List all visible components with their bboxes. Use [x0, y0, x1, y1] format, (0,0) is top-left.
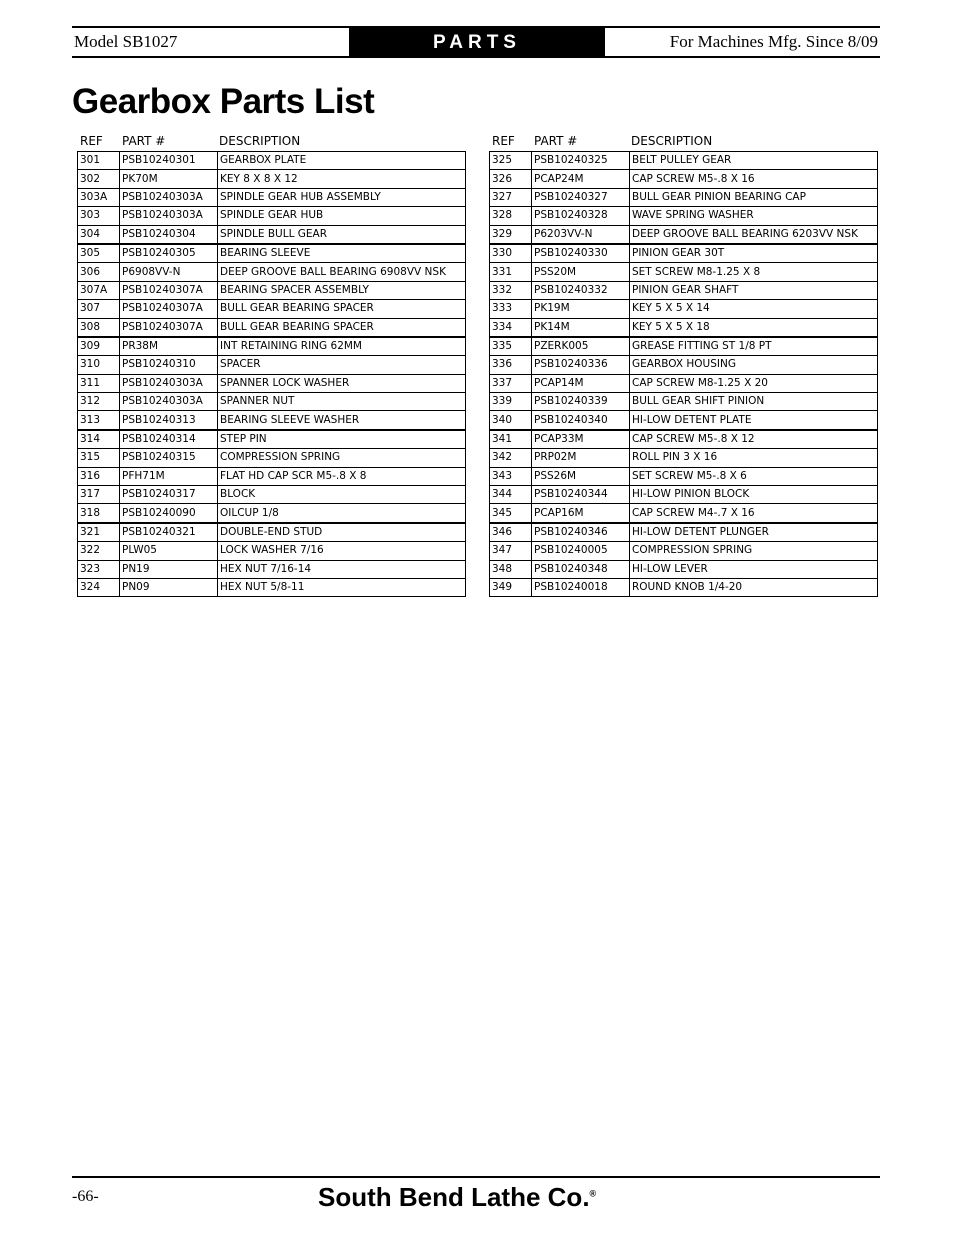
description-cell: DOUBLE-END STUD [218, 523, 466, 542]
ref-header: REF [80, 134, 103, 148]
description-cell: ROLL PIN 3 X 16 [630, 449, 878, 467]
part-number-cell: PSB10240327 [532, 188, 630, 206]
column-headers [489, 132, 878, 151]
table-row [490, 188, 878, 206]
part-number-header: PART # [122, 134, 166, 148]
ref-cell: 318 [78, 504, 120, 523]
table-row [78, 170, 466, 188]
ref-cell: 310 [78, 356, 120, 374]
ref-cell: 343 [490, 467, 532, 485]
part-number-cell: PZERK005 [532, 337, 630, 356]
ref-cell: 336 [490, 356, 532, 374]
description-cell: GEARBOX HOUSING [630, 356, 878, 374]
ref-cell: 302 [78, 170, 120, 188]
table-row [78, 188, 466, 206]
table-row [78, 281, 466, 299]
description-cell: SET SCREW M5-.8 X 6 [630, 467, 878, 485]
ref-cell: 331 [490, 263, 532, 281]
ref-cell: 316 [78, 467, 120, 485]
part-number-cell: PSB10240321 [120, 523, 218, 542]
table-row [78, 449, 466, 467]
part-number-cell: PSB10240346 [532, 523, 630, 542]
ref-header: REF [492, 134, 515, 148]
part-number-cell: PSB10240344 [532, 486, 630, 504]
brand-name: South Bend Lathe Co. [318, 1182, 590, 1212]
part-number-cell: PSB10240303A [120, 188, 218, 206]
table-row [78, 560, 466, 578]
part-number-cell: PSB10240315 [120, 449, 218, 467]
table-row [78, 430, 466, 449]
ref-cell: 334 [490, 318, 532, 337]
description-cell: BEARING SLEEVE [218, 244, 466, 263]
part-number-cell: PSB10240330 [532, 244, 630, 263]
table-row [490, 467, 878, 485]
model-label: Model SB1027 [74, 32, 178, 51]
table-row [78, 207, 466, 225]
table-row [490, 170, 878, 188]
ref-cell: 328 [490, 207, 532, 225]
description-cell: KEY 5 X 5 X 14 [630, 300, 878, 318]
ref-cell: 326 [490, 170, 532, 188]
part-number-cell: PSB10240310 [120, 356, 218, 374]
parts-table-right [489, 151, 878, 597]
description-cell: BULL GEAR BEARING SPACER [218, 318, 466, 337]
description-cell: HEX NUT 7/16-14 [218, 560, 466, 578]
part-number-cell: PN09 [120, 578, 218, 596]
table-row [78, 356, 466, 374]
table-row [490, 411, 878, 430]
description-cell: SPACER [218, 356, 466, 374]
ref-cell: 337 [490, 374, 532, 392]
description-cell: CAP SCREW M4-.7 X 16 [630, 504, 878, 523]
description-cell: WAVE SPRING WASHER [630, 207, 878, 225]
table-row [78, 318, 466, 337]
ref-cell: 329 [490, 225, 532, 244]
ref-cell: 307A [78, 281, 120, 299]
table-row [490, 337, 878, 356]
table-row [78, 337, 466, 356]
part-number-cell: PCAP24M [532, 170, 630, 188]
description-cell: SPINDLE GEAR HUB ASSEMBLY [218, 188, 466, 206]
description-cell: HI-LOW LEVER [630, 560, 878, 578]
part-number-cell: P6203VV-N [532, 225, 630, 244]
part-number-cell: PRP02M [532, 449, 630, 467]
description-cell: BULL GEAR SHIFT PINION [630, 393, 878, 411]
ref-cell: 335 [490, 337, 532, 356]
part-number-cell: PSB10240303A [120, 207, 218, 225]
part-number-cell: PSB10240303A [120, 374, 218, 392]
part-number-cell: PSB10240340 [532, 411, 630, 430]
page-footer [72, 1176, 880, 1218]
table-row [490, 578, 878, 596]
part-number-cell: PLW05 [120, 542, 218, 560]
description-cell: BULL GEAR BEARING SPACER [218, 300, 466, 318]
description-cell: LOCK WASHER 7/16 [218, 542, 466, 560]
description-cell: PINION GEAR 30T [630, 244, 878, 263]
part-number-cell: PSB10240336 [532, 356, 630, 374]
part-number-cell: PSB10240332 [532, 281, 630, 299]
table-row [490, 560, 878, 578]
part-number-cell: PSB10240303A [120, 393, 218, 411]
ref-cell: 346 [490, 523, 532, 542]
page-title: Gearbox Parts List [72, 82, 375, 121]
table-row [490, 486, 878, 504]
description-cell: CAP SCREW M8-1.25 X 20 [630, 374, 878, 392]
description-cell: SPINDLE GEAR HUB [218, 207, 466, 225]
description-cell: SPINDLE BULL GEAR [218, 225, 466, 244]
ref-cell: 312 [78, 393, 120, 411]
ref-cell: 308 [78, 318, 120, 337]
page-number: -66- [72, 1188, 99, 1205]
description-cell: BEARING SLEEVE WASHER [218, 411, 466, 430]
description-cell: KEY 8 X 8 X 12 [218, 170, 466, 188]
table-row [490, 207, 878, 225]
description-cell: FLAT HD CAP SCR M5-.8 X 8 [218, 467, 466, 485]
parts-list-right [489, 132, 878, 597]
description-cell: ROUND KNOB 1/4-20 [630, 578, 878, 596]
part-number-cell: PSB10240305 [120, 244, 218, 263]
table-row [78, 152, 466, 170]
ref-cell: 304 [78, 225, 120, 244]
description-cell: HEX NUT 5/8-11 [218, 578, 466, 596]
description-cell: SPANNER NUT [218, 393, 466, 411]
description-cell: DEEP GROOVE BALL BEARING 6908VV NSK [218, 263, 466, 281]
description-cell: INT RETAINING RING 62MM [218, 337, 466, 356]
description-cell: BELT PULLEY GEAR [630, 152, 878, 170]
ref-cell: 339 [490, 393, 532, 411]
part-number-cell: PSS20M [532, 263, 630, 281]
page-header [72, 26, 880, 58]
ref-cell: 330 [490, 244, 532, 263]
ref-cell: 323 [78, 560, 120, 578]
part-number-cell: PSB10240325 [532, 152, 630, 170]
description-cell: OILCUP 1/8 [218, 504, 466, 523]
part-number-cell: PCAP14M [532, 374, 630, 392]
description-cell: STEP PIN [218, 430, 466, 449]
description-cell: BEARING SPACER ASSEMBLY [218, 281, 466, 299]
ref-cell: 345 [490, 504, 532, 523]
part-number-cell: PSB10240328 [532, 207, 630, 225]
table-row [490, 225, 878, 244]
ref-cell: 307 [78, 300, 120, 318]
ref-cell: 341 [490, 430, 532, 449]
registered-mark: ® [589, 1188, 597, 1199]
part-number-cell: PSS26M [532, 467, 630, 485]
ref-cell: 305 [78, 244, 120, 263]
ref-cell: 347 [490, 542, 532, 560]
table-row [78, 263, 466, 281]
table-row [490, 300, 878, 318]
ref-cell: 332 [490, 281, 532, 299]
description-cell: BULL GEAR PINION BEARING CAP [630, 188, 878, 206]
description-cell: GEARBOX PLATE [218, 152, 466, 170]
table-row [78, 542, 466, 560]
ref-cell: 303 [78, 207, 120, 225]
description-header: DESCRIPTION [631, 134, 713, 148]
part-number-cell: PCAP16M [532, 504, 630, 523]
ref-cell: 325 [490, 152, 532, 170]
ref-cell: 333 [490, 300, 532, 318]
part-number-cell: PSB10240018 [532, 578, 630, 596]
part-number-cell: PCAP33M [532, 430, 630, 449]
table-row [490, 318, 878, 337]
part-number-cell: PSB10240307A [120, 281, 218, 299]
table-row [78, 523, 466, 542]
part-number-cell: PR38M [120, 337, 218, 356]
section-banner: PARTS [349, 28, 605, 56]
ref-cell: 303A [78, 188, 120, 206]
description-cell: COMPRESSION SPRING [630, 542, 878, 560]
description-cell: HI-LOW PINION BLOCK [630, 486, 878, 504]
part-number-cell: PSB10240339 [532, 393, 630, 411]
description-cell: SET SCREW M8-1.25 X 8 [630, 263, 878, 281]
table-row [490, 393, 878, 411]
part-number-cell: PFH71M [120, 467, 218, 485]
part-number-cell: PSB10240005 [532, 542, 630, 560]
ref-cell: 301 [78, 152, 120, 170]
part-number-cell: PSB10240090 [120, 504, 218, 523]
table-row [490, 356, 878, 374]
ref-cell: 327 [490, 188, 532, 206]
ref-cell: 349 [490, 578, 532, 596]
ref-cell: 317 [78, 486, 120, 504]
ref-cell: 315 [78, 449, 120, 467]
parts-list-left [77, 132, 466, 597]
parts-table-left [77, 151, 466, 597]
part-number-cell: P6908VV-N [120, 263, 218, 281]
part-number-cell: PK14M [532, 318, 630, 337]
ref-cell: 311 [78, 374, 120, 392]
description-cell: KEY 5 X 5 X 18 [630, 318, 878, 337]
part-number-cell: PSB10240317 [120, 486, 218, 504]
description-cell: HI-LOW DETENT PLUNGER [630, 523, 878, 542]
description-cell: SPANNER LOCK WASHER [218, 374, 466, 392]
ref-cell: 322 [78, 542, 120, 560]
part-number-cell: PSB10240307A [120, 300, 218, 318]
part-number-cell: PSB10240301 [120, 152, 218, 170]
ref-cell: 314 [78, 430, 120, 449]
table-row [78, 300, 466, 318]
table-row [78, 578, 466, 596]
table-row [490, 281, 878, 299]
table-row [490, 244, 878, 263]
part-number-cell: PSB10240313 [120, 411, 218, 430]
ref-cell: 340 [490, 411, 532, 430]
description-cell: PINION GEAR SHAFT [630, 281, 878, 299]
table-row [78, 393, 466, 411]
description-cell: HI-LOW DETENT PLATE [630, 411, 878, 430]
machine-date-label: For Machines Mfg. Since 8/09 [669, 32, 878, 51]
ref-cell: 313 [78, 411, 120, 430]
ref-cell: 342 [490, 449, 532, 467]
ref-cell: 309 [78, 337, 120, 356]
table-row [490, 374, 878, 392]
part-number-cell: PSB10240304 [120, 225, 218, 244]
table-row [78, 244, 466, 263]
table-row [78, 225, 466, 244]
description-cell: DEEP GROOVE BALL BEARING 6203VV NSK [630, 225, 878, 244]
description-cell: GREASE FITTING ST 1/8 PT [630, 337, 878, 356]
table-row [490, 430, 878, 449]
ref-cell: 348 [490, 560, 532, 578]
brand-logo [318, 1182, 596, 1213]
description-cell: CAP SCREW M5-.8 X 12 [630, 430, 878, 449]
table-row [490, 152, 878, 170]
part-number-header: PART # [534, 134, 578, 148]
ref-cell: 321 [78, 523, 120, 542]
part-number-cell: PN19 [120, 560, 218, 578]
table-row [490, 504, 878, 523]
part-number-cell: PSB10240314 [120, 430, 218, 449]
table-row [78, 411, 466, 430]
table-row [490, 263, 878, 281]
description-cell: CAP SCREW M5-.8 X 16 [630, 170, 878, 188]
description-header: DESCRIPTION [219, 134, 301, 148]
ref-cell: 306 [78, 263, 120, 281]
part-number-cell: PK19M [532, 300, 630, 318]
table-row [490, 523, 878, 542]
part-number-cell: PSB10240348 [532, 560, 630, 578]
column-headers [77, 132, 466, 151]
part-number-cell: PK70M [120, 170, 218, 188]
description-cell: BLOCK [218, 486, 466, 504]
ref-cell: 344 [490, 486, 532, 504]
table-row [78, 486, 466, 504]
description-cell: COMPRESSION SPRING [218, 449, 466, 467]
table-row [78, 504, 466, 523]
table-row [78, 374, 466, 392]
part-number-cell: PSB10240307A [120, 318, 218, 337]
table-row [78, 467, 466, 485]
table-row [490, 449, 878, 467]
table-row [490, 542, 878, 560]
ref-cell: 324 [78, 578, 120, 596]
